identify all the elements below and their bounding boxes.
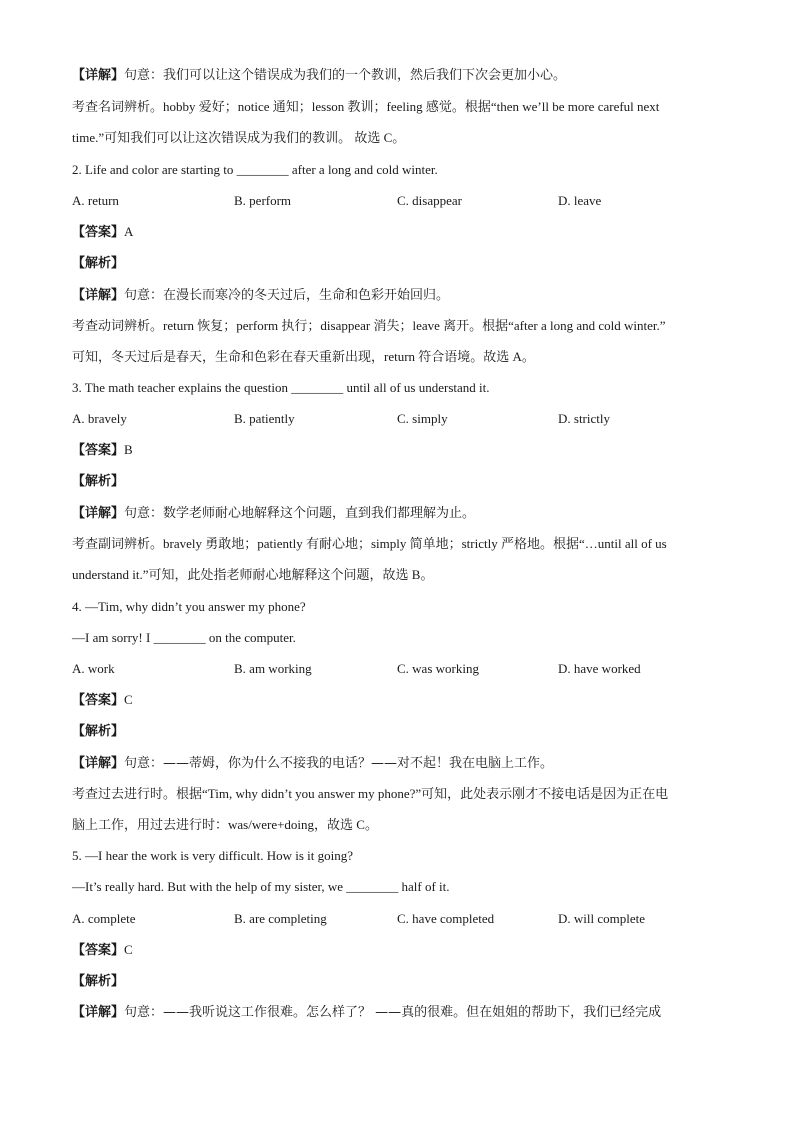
explanation-line bbox=[72, 67, 566, 84]
answer-tag: 【答案】 bbox=[72, 943, 125, 958]
detail-tag: 【详解】 bbox=[72, 506, 125, 521]
analysis-heading bbox=[72, 973, 124, 990]
question-5 bbox=[72, 848, 353, 864]
detail-tag: 【详解】 bbox=[72, 68, 125, 83]
sentence-meaning: 句意：我们可以让这个错误成为我们的一个教训，然后我们下次会更加小心。 bbox=[124, 68, 567, 83]
analysis-text: time.”可知我们可以让这次错误成为我们的教训。 故选 C。 bbox=[72, 130, 406, 145]
detail-line bbox=[72, 1004, 661, 1021]
option-a: A. return bbox=[72, 193, 119, 208]
detail-tag: 【详解】 bbox=[72, 756, 125, 771]
option-d: D. have worked bbox=[558, 661, 641, 676]
analysis-line bbox=[72, 567, 433, 583]
analysis-text: 考查过去进行时。根据“Tim, why didn’t you answer my phone?”可知，此处表示刚才不接电话是因为正在电 bbox=[72, 786, 669, 801]
sentence-meaning: 句意：数学老师耐心地解释这个问题，直到我们都理解为止。 bbox=[124, 506, 476, 521]
detail-tag: 【详解】 bbox=[72, 288, 125, 303]
answer-tag: 【答案】 bbox=[72, 443, 125, 458]
option-d: D. will complete bbox=[558, 911, 646, 926]
question-3 bbox=[72, 380, 489, 396]
question-text: 3. The math teacher explains the question ________ until all of us understand it. bbox=[72, 380, 490, 395]
analysis-tag: 【解析】 bbox=[72, 256, 125, 271]
answer-tag: 【答案】 bbox=[72, 693, 125, 708]
question-2 bbox=[72, 162, 438, 178]
answer-tag: 【答案】 bbox=[72, 225, 125, 240]
answer-value: C bbox=[124, 942, 133, 957]
sentence-meaning: 句意：——我听说这工作很难。怎么样了？ ——真的很难。但在姐姐的帮助下，我们已经完成 bbox=[124, 1005, 662, 1020]
option-a: A. bravely bbox=[72, 411, 127, 426]
answer-line bbox=[72, 692, 133, 709]
analysis-tag: 【解析】 bbox=[72, 474, 125, 489]
answer-line bbox=[72, 442, 133, 459]
analysis-heading bbox=[72, 255, 124, 272]
analysis-text: 脑上工作，用过去进行时：was/were+doing，故选 C。 bbox=[72, 817, 378, 832]
detail-tag: 【详解】 bbox=[72, 1005, 125, 1020]
analysis-line bbox=[72, 349, 535, 365]
option-b: B. perform bbox=[234, 193, 292, 208]
detail-line bbox=[72, 755, 553, 772]
analysis-text: 可知，冬天过后是春天，生命和色彩在春天重新出现，return 符合语境。故选 A。 bbox=[72, 349, 535, 364]
analysis-line bbox=[72, 318, 666, 334]
analysis-tag: 【解析】 bbox=[72, 724, 125, 739]
analysis-text: understand it.”可知，此处指老师耐心地解释这个问题，故选 B。 bbox=[72, 567, 434, 582]
option-b: B. are completing bbox=[234, 911, 327, 926]
sentence-meaning: 句意：在漫长而寒冷的冬天过后，生命和色彩开始回归。 bbox=[124, 288, 450, 303]
option-b: B. am working bbox=[234, 661, 312, 676]
option-d: D. leave bbox=[558, 193, 602, 208]
analysis-text: 考查名词辨析。hobby 爱好；notice 通知；lesson 教训；feeling 感觉。根据“then we’ll be more careful next bbox=[72, 99, 660, 114]
detail-line bbox=[72, 287, 449, 304]
question-4 bbox=[72, 599, 306, 615]
analysis-tag: 【解析】 bbox=[72, 974, 125, 989]
question-5-reply bbox=[72, 879, 450, 895]
option-a: A. complete bbox=[72, 911, 136, 926]
option-c: C. was working bbox=[397, 661, 479, 676]
question-text: 4. —Tim, why didn’t you answer my phone? bbox=[72, 599, 306, 614]
analysis-heading bbox=[72, 723, 124, 740]
analysis-line bbox=[72, 786, 668, 802]
answer-value: B bbox=[124, 442, 133, 457]
option-a: A. work bbox=[72, 661, 115, 676]
analysis-text: 考查动词辨析。return 恢复；perform 执行；disappear 消失；leave 离开。根据“after a long and cold winter.” bbox=[72, 318, 666, 333]
analysis-line bbox=[72, 99, 659, 115]
option-c: C. have completed bbox=[397, 911, 495, 926]
answer-value: C bbox=[124, 692, 133, 707]
question-text: 5. —I hear the work is very difficult. How is it going? bbox=[72, 848, 354, 863]
option-d: D. strictly bbox=[558, 411, 610, 426]
option-c: C. simply bbox=[397, 411, 448, 426]
detail-line bbox=[72, 505, 475, 522]
analysis-heading bbox=[72, 473, 124, 490]
analysis-line bbox=[72, 817, 378, 833]
analysis-text: 考查副词辨析。bravely 勇敢地；patiently 有耐心地；simply 简单地；strictly 严格地。根据“…until all of us bbox=[72, 536, 667, 551]
answer-line bbox=[72, 942, 133, 959]
option-b: B. patiently bbox=[234, 411, 295, 426]
question-text: —It’s really hard. But with the help of my sister, we ________ half of it. bbox=[72, 879, 450, 894]
analysis-line bbox=[72, 130, 405, 146]
question-text: —I am sorry! I ________ on the computer. bbox=[72, 630, 296, 645]
analysis-line bbox=[72, 536, 667, 552]
sentence-meaning: 句意：——蒂姆，你为什么不接我的电话？——对不起！我在电脑上工作。 bbox=[124, 756, 554, 771]
question-text: 2. Life and color are starting to ________ after a long and cold winter. bbox=[72, 162, 438, 177]
option-c: C. disappear bbox=[397, 193, 462, 208]
question-4-reply bbox=[72, 630, 296, 646]
answer-line bbox=[72, 224, 133, 241]
answer-value: A bbox=[124, 224, 134, 239]
